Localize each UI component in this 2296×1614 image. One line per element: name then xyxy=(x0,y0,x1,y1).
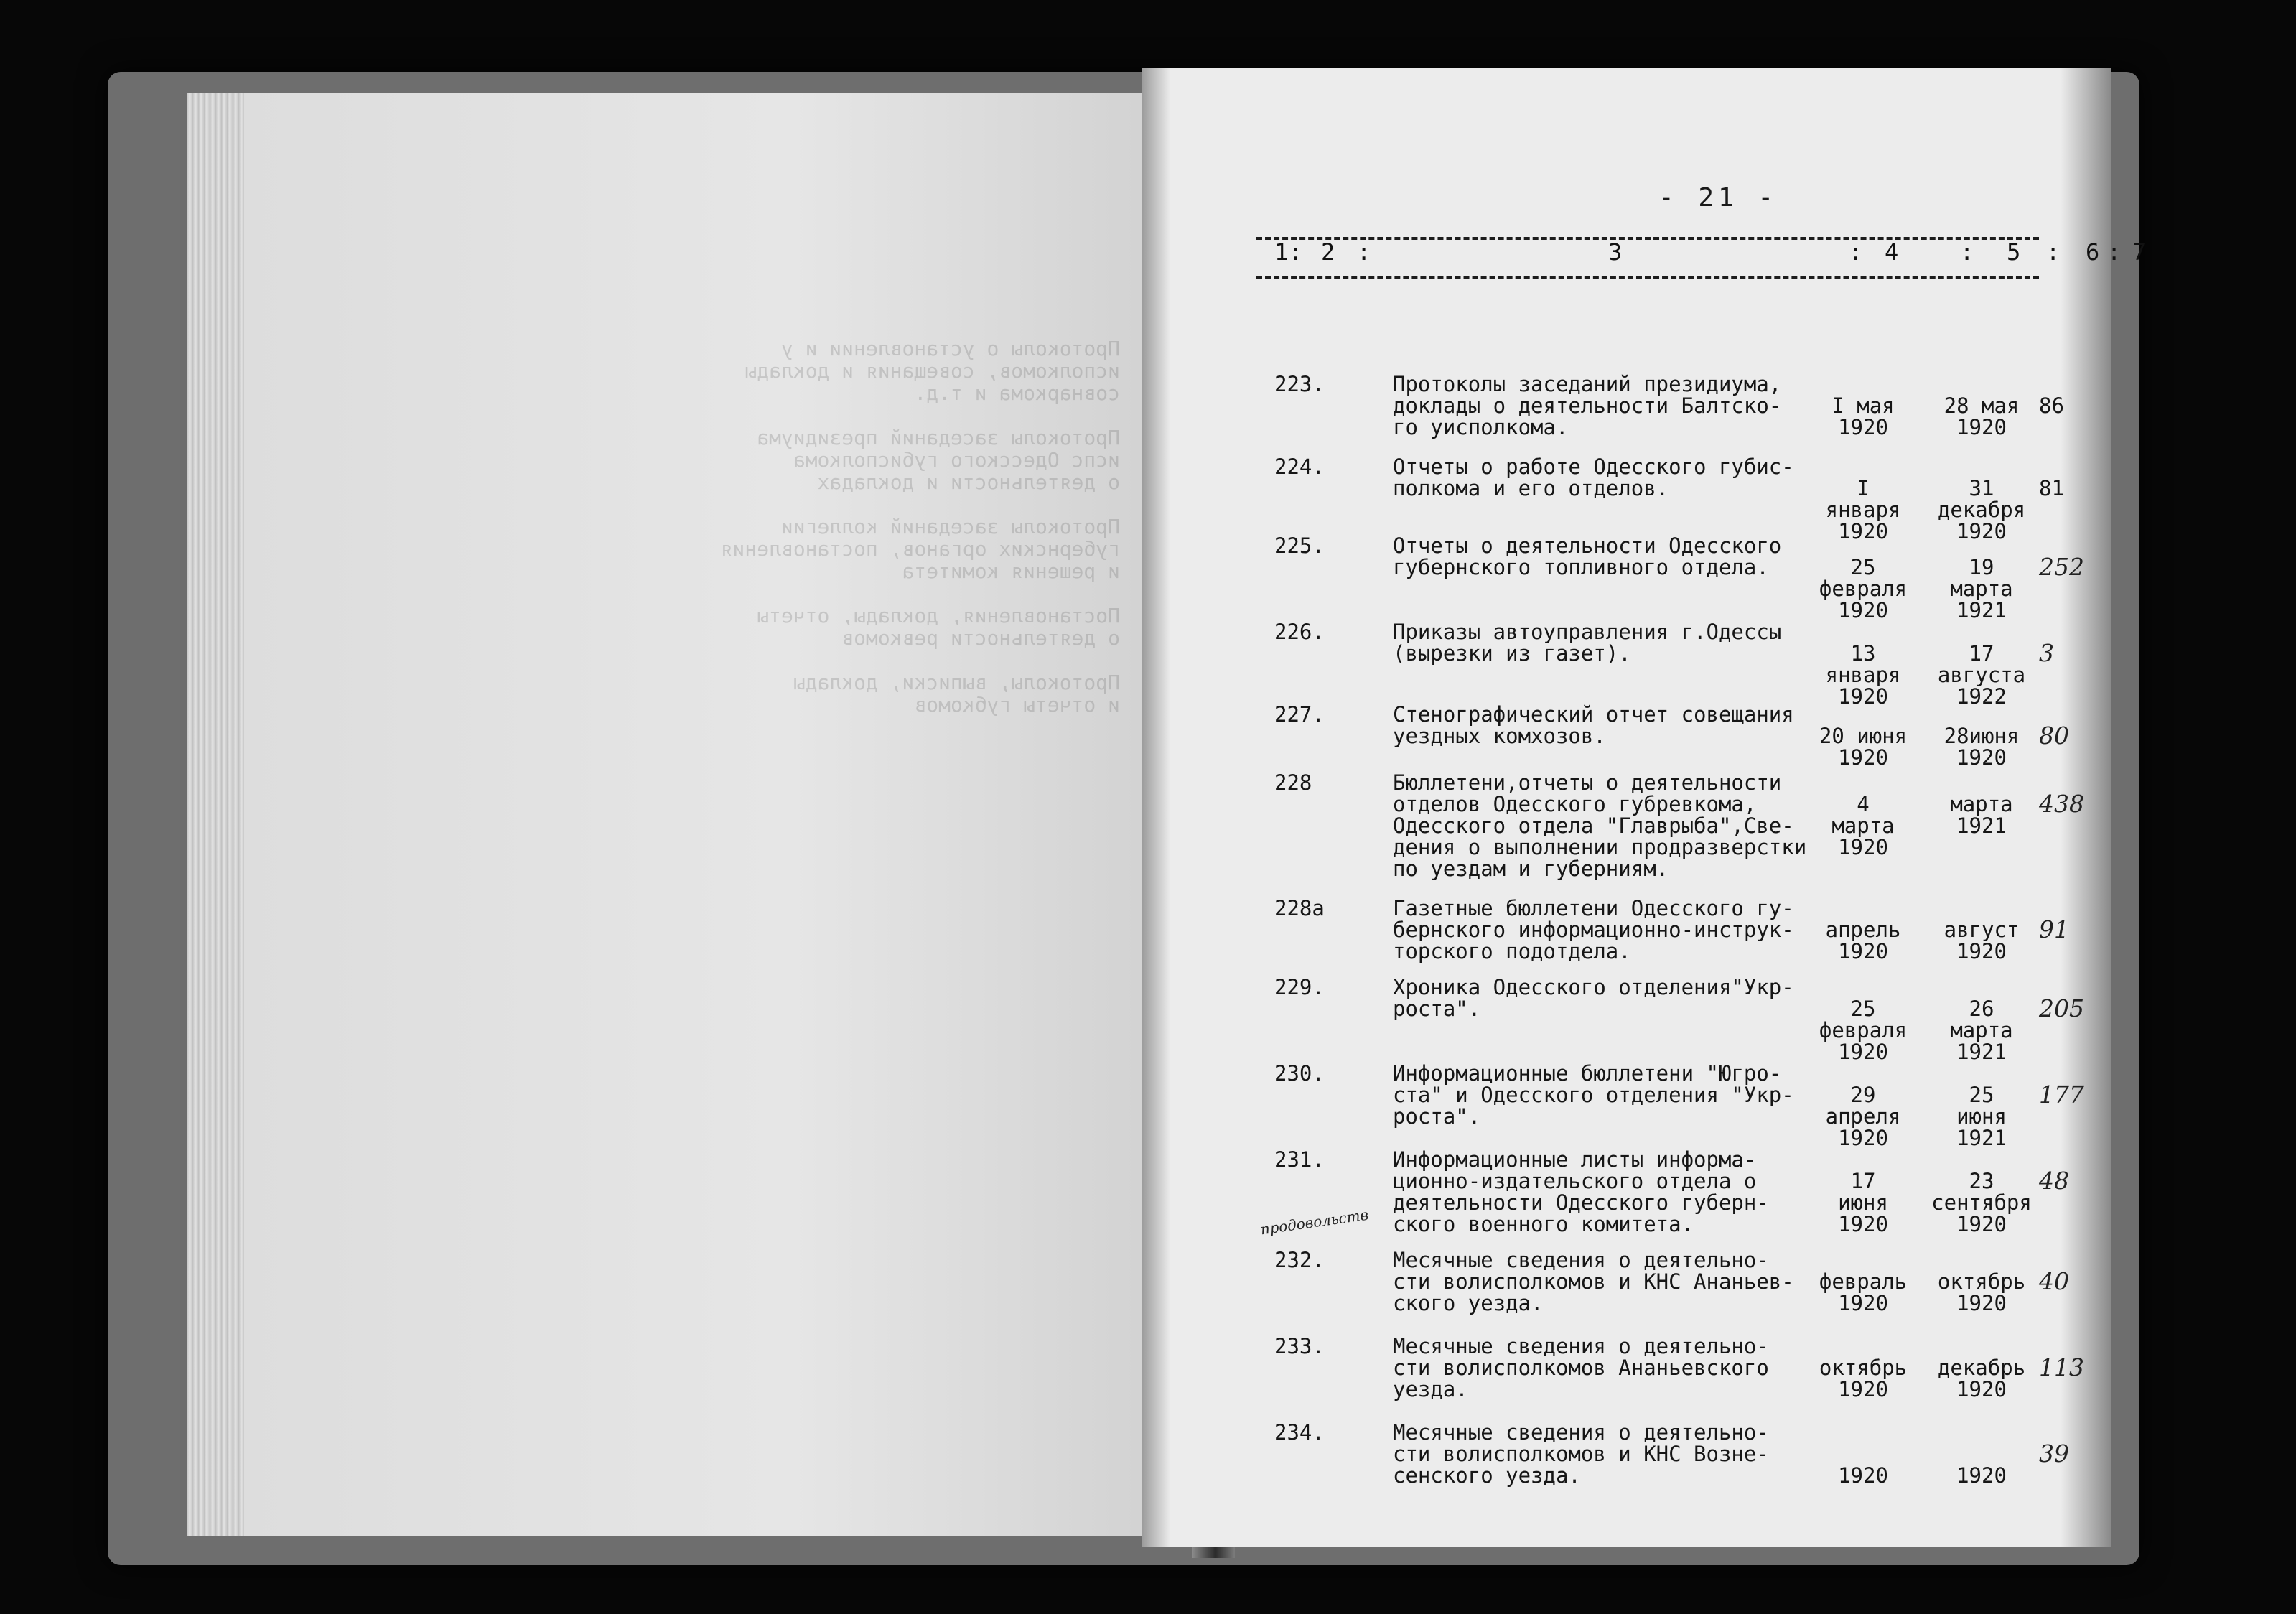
column-header-7: 7 xyxy=(2132,238,2147,266)
entry-number: 228 xyxy=(1274,770,1312,795)
end-date: 28 мая 1920 xyxy=(1943,393,2020,439)
entry-number: 234. xyxy=(1274,1420,1325,1445)
start-date: октябрь 1920 xyxy=(1819,1356,1908,1401)
end-date: декабрь 1920 xyxy=(1937,1356,2026,1401)
sheet-count: 3 xyxy=(2039,639,2054,667)
start-date: 13 января 1920 xyxy=(1825,641,1901,709)
end-date: 26 марта 1921 xyxy=(1950,997,2013,1064)
column-header-5: 5 xyxy=(2007,238,2021,266)
sheet-count: 40 xyxy=(2039,1267,2069,1295)
end-date: марта 1921 xyxy=(1950,792,2013,838)
entry-title: Месячные сведения о деятельно- сти волисполкомов и КНС Ананьев- ского уезда. xyxy=(1393,1248,1794,1315)
end-date: 23 сентября 1920 xyxy=(1931,1169,2032,1236)
column-header-1: 1 xyxy=(1274,238,1289,266)
sheet-count: 252 xyxy=(2039,553,2084,581)
end-date: 28июня 1920 xyxy=(1943,724,2020,770)
entry-title: Отчеты о работе Одесского губис- полкома и его отделов. xyxy=(1393,454,1794,500)
entry-title: Газетные бюллетени Одесского гу- бернского информационно-инструк- торского подотдела. xyxy=(1393,896,1794,964)
column-header-6: 6 xyxy=(2086,238,2100,266)
entry-number: 231. xyxy=(1274,1147,1325,1172)
entry-title: Информационные бюллетени "Югро- ста" и Одесского отделения "Укр- роста". xyxy=(1393,1061,1794,1129)
column-header-4: 4 xyxy=(1885,238,1899,266)
entry-title: Месячные сведения о деятельно- сти волисполкомов и КНС Возне- сенского уезда. xyxy=(1393,1420,1769,1488)
start-date: 4 марта 1920 xyxy=(1831,792,1895,859)
entry-number: 226. xyxy=(1274,620,1325,644)
sheet-count: 80 xyxy=(2039,722,2069,750)
end-date: 31 декабря 1920 xyxy=(1937,476,2026,544)
margin-annotation: продовольств xyxy=(1259,1205,1370,1239)
entry-number: 228а xyxy=(1274,896,1325,920)
entry-title: Приказы автоуправления г.Одессы (вырезки из газет). xyxy=(1393,620,1782,666)
entry-number: 230. xyxy=(1274,1061,1325,1086)
entry-title: Хроника Одесского отделения"Укр- роста". xyxy=(1393,975,1794,1021)
start-date: I мая 1920 xyxy=(1831,393,1895,439)
bleed-through-text: Протоколы о установлении и у исполкомов, совещания и доклады совнаркома и т.д. Протоколы заседаний президиума испс Одесского губисполкома о деятельности и докладах Протоколы заседаний коллегии губернских органов, постановления и решения комитета Постановления, доклады, отчеты о деятельности ревкомов Протоколы, выписки, доклады и отчеты губкомов xyxy=(720,337,1120,717)
entry-number: 232. xyxy=(1274,1248,1325,1272)
start-date: 20 июня 1920 xyxy=(1819,724,1908,770)
start-date: февраль 1920 xyxy=(1819,1269,1908,1315)
entry-number: 233. xyxy=(1274,1334,1325,1358)
column-header-row: 1 : 2 : 3 : 4 : 5 : 6 : 7 xyxy=(1274,238,2147,266)
start-date: 17 июня 1920 xyxy=(1838,1169,1888,1236)
sheet-count: 48 xyxy=(2039,1167,2069,1195)
sheet-count: 177 xyxy=(2039,1081,2084,1109)
sheet-count: 113 xyxy=(2039,1353,2084,1381)
sheet-count: 205 xyxy=(2039,994,2084,1022)
entry-title: Протоколы заседаний президиума, доклады о деятельности Балтско- го уисполкома. xyxy=(1393,372,1782,439)
sheet-count: 86 xyxy=(2039,393,2064,418)
start-date: апрель 1920 xyxy=(1825,918,1901,964)
sheet-count: 438 xyxy=(2039,790,2084,818)
start-date: I января 1920 xyxy=(1825,476,1901,544)
sheet-count: 91 xyxy=(2039,915,2069,943)
end-date: 17 августа 1922 xyxy=(1937,641,2026,709)
page-edges xyxy=(187,93,244,1536)
entry-title: Месячные сведения о деятельно- сти волисполкомов Ананьевского уезда. xyxy=(1393,1334,1769,1401)
open-archive-book xyxy=(108,72,2147,1565)
entry-number: 225. xyxy=(1274,533,1325,558)
entry-title: Отчеты о деятельности Одесского губернского топливного отдела. xyxy=(1393,533,1782,579)
start-date: 1920 xyxy=(1838,1463,1888,1488)
left-page xyxy=(187,93,1192,1536)
right-page xyxy=(1142,68,2147,1547)
entry-number: 223. xyxy=(1274,372,1325,396)
sheet-count: 81 xyxy=(2039,476,2064,500)
entry-number: 227. xyxy=(1274,702,1325,727)
sheet-count: 39 xyxy=(2039,1440,2069,1468)
end-date: 1920 xyxy=(1956,1463,2007,1488)
start-date: 29 апреля 1920 xyxy=(1825,1083,1901,1150)
start-date: 25 февраля 1920 xyxy=(1819,997,1908,1064)
inventory-table xyxy=(1142,68,2147,1547)
start-date: 25 февраля 1920 xyxy=(1819,555,1908,622)
end-date: 25 июня 1921 xyxy=(1956,1083,2007,1150)
entry-title: Информационные листы информа- ционно-издательского отдела о деятельности Одесского губерн- ского военного комитета. xyxy=(1393,1147,1769,1236)
entry-title: Стенографический отчет совещания уездных комхозов. xyxy=(1393,702,1794,748)
page-number: - 21 - xyxy=(1658,183,1778,213)
column-header-3: 3 xyxy=(1608,238,1623,266)
end-date: октябрь 1920 xyxy=(1937,1269,2026,1315)
end-date: август 1920 xyxy=(1943,918,2020,964)
end-date: 19 марта 1921 xyxy=(1950,555,2013,622)
entry-title: Бюллетени,отчеты о деятельности отделов Одесского губревкома, Одесского отдела "Главрыба",Све- дения о выполнении продразверстки по уездам и губерниям. xyxy=(1393,770,1807,881)
entry-number: 224. xyxy=(1274,454,1325,479)
entry-number: 229. xyxy=(1274,975,1325,999)
column-header-2: 2 xyxy=(1321,238,1335,266)
